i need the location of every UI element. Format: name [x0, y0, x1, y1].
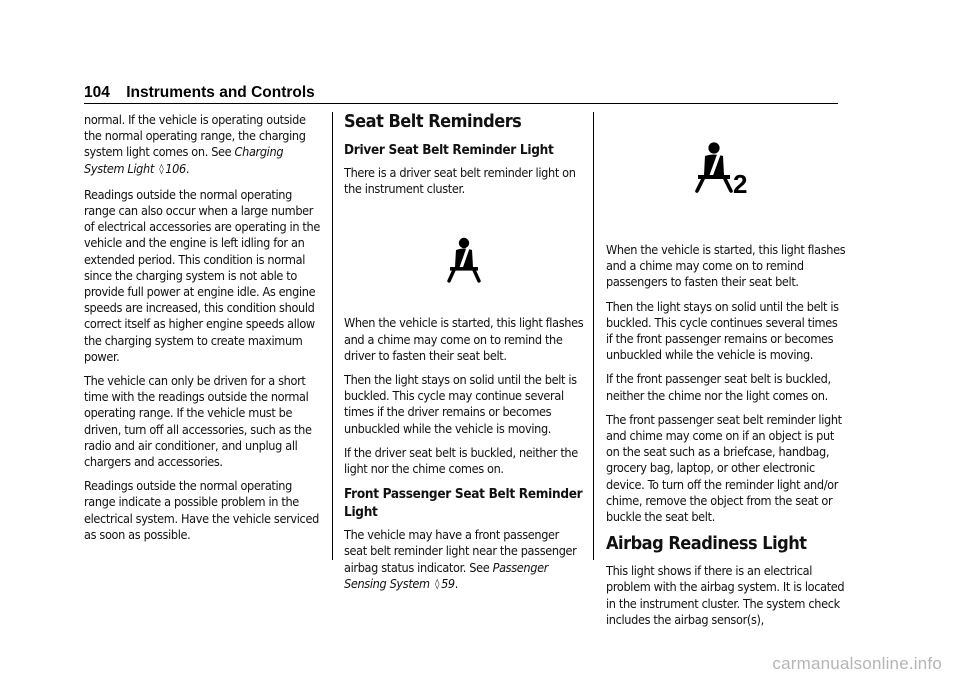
link-charging-system-light[interactable]: Charging System Light — [84, 144, 284, 176]
paragraph-text: normal. If the vehicle is operating outside the normal operating range, the charging system light comes on. See — [84, 112, 306, 160]
paragraph-end: . — [185, 160, 190, 176]
paragraph-driver-solid: Then the light stays on solid until the belt is buckled. This cycle may continue several times if the driver remains or becomes unbuckled while the vehicle is moving. — [344, 372, 577, 436]
paragraph-driven-short: The vehicle can only be driven for a short time with the readings outside the normal operating range. If the vehicle must be driven, turn off all accessories, such as the radio and air conditioner, and unplug all chargers and accessories. — [84, 373, 312, 470]
paragraph-passenger-buckled: If the front passenger seat belt is buckled, neither the chime nor the light comes on. — [606, 371, 831, 403]
column-2 — [344, 111, 584, 602]
passenger-icon-number: 2 — [733, 169, 748, 195]
paragraph-readings-problem: Readings outside the normal operating range indicate a possible problem in the electrical system. Have the vehicle serviced as soon as possible. — [84, 478, 319, 542]
driver-icon-block — [344, 205, 584, 315]
heading-driver-seat-belt-light: Driver Seat Belt Reminder Light — [344, 142, 554, 158]
page-ref-icon: ◊ — [434, 578, 440, 590]
heading-front-passenger-light: Front Passenger Seat Belt Reminder Light — [344, 486, 583, 521]
header-rule — [84, 103, 838, 104]
page-header — [84, 84, 315, 102]
seatbelt-passenger-icon — [694, 141, 758, 195]
paragraph-text: The vehicle may have a front passenger seat belt reminder light near the passenger airbag status indicator. See — [344, 527, 577, 575]
section-title: Instruments and Controls — [126, 84, 315, 101]
paragraph-front-passenger — [344, 527, 584, 594]
paragraph-passenger-object: The front passenger seat belt reminder light and chime may come on if an object is put on the seat such as a briefcase, handbag, grocery bag, laptop, or other electronic device. To turn off the reminder light and/or chime, remove the object from the seat or buckle the seat belt. — [606, 411, 842, 525]
page-ref-icon: ◊ — [159, 163, 164, 175]
heading-seat-belt-reminders: Seat Belt Reminders — [344, 111, 522, 132]
paragraph-passenger-solid: Then the light stays on solid until the belt is buckled. This cycle continues several times if the front passenger remains or becomes unbuckled while the vehicle is moving. — [606, 298, 839, 363]
page-ref-59[interactable]: 59 — [441, 575, 455, 591]
page-ref-106[interactable]: 106 — [165, 160, 186, 176]
paragraph-driver-buckled: If the driver seat belt is buckled, neither the light nor the chime comes on. — [344, 444, 578, 477]
paragraph-driver-started: When the vehicle is started, this light flashes and a chime may come on to remind the driver to fasten their seat belt. — [344, 315, 584, 363]
column-3 — [606, 108, 846, 636]
watermark-text: carmanualsonline.info — [772, 654, 942, 673]
column-divider-1 — [332, 112, 333, 560]
page-number: 104 — [84, 84, 110, 101]
paragraph-airbag: This light shows if there is an electrical problem with the airbag system. It is located in the instrument cluster. The system check includes the airbag sensor(s), — [606, 563, 845, 627]
paragraph-charging — [84, 112, 324, 179]
column-1 — [84, 112, 324, 551]
column-divider-2 — [593, 112, 594, 560]
paragraph-driver-intro: There is a driver seat belt reminder light on the instrument cluster. — [344, 165, 576, 197]
passenger-icon-block — [606, 108, 846, 208]
seatbelt-icon — [447, 237, 481, 283]
paragraph-readings-large: Readings outside the normal operating range can also occur when a large number of electrical accessories are operating in the vehicle and the engine is left idling for an extended period. This condition is normal since the charging system is not able to provide full power at engine idle. As engine speeds are increased, this condition should correct itself as higher engine speeds allow the charging system to create maximum power. — [84, 186, 320, 364]
heading-airbag-readiness-light: Airbag Readiness Light — [606, 533, 807, 555]
paragraph-end: . — [454, 575, 459, 591]
paragraph-passenger-started: When the vehicle is started, this light flashes and a chime may come on to remind passengers to fasten their seat belt. — [606, 242, 846, 290]
link-passenger-sensing-system[interactable]: Passenger Sensing System — [344, 559, 549, 591]
